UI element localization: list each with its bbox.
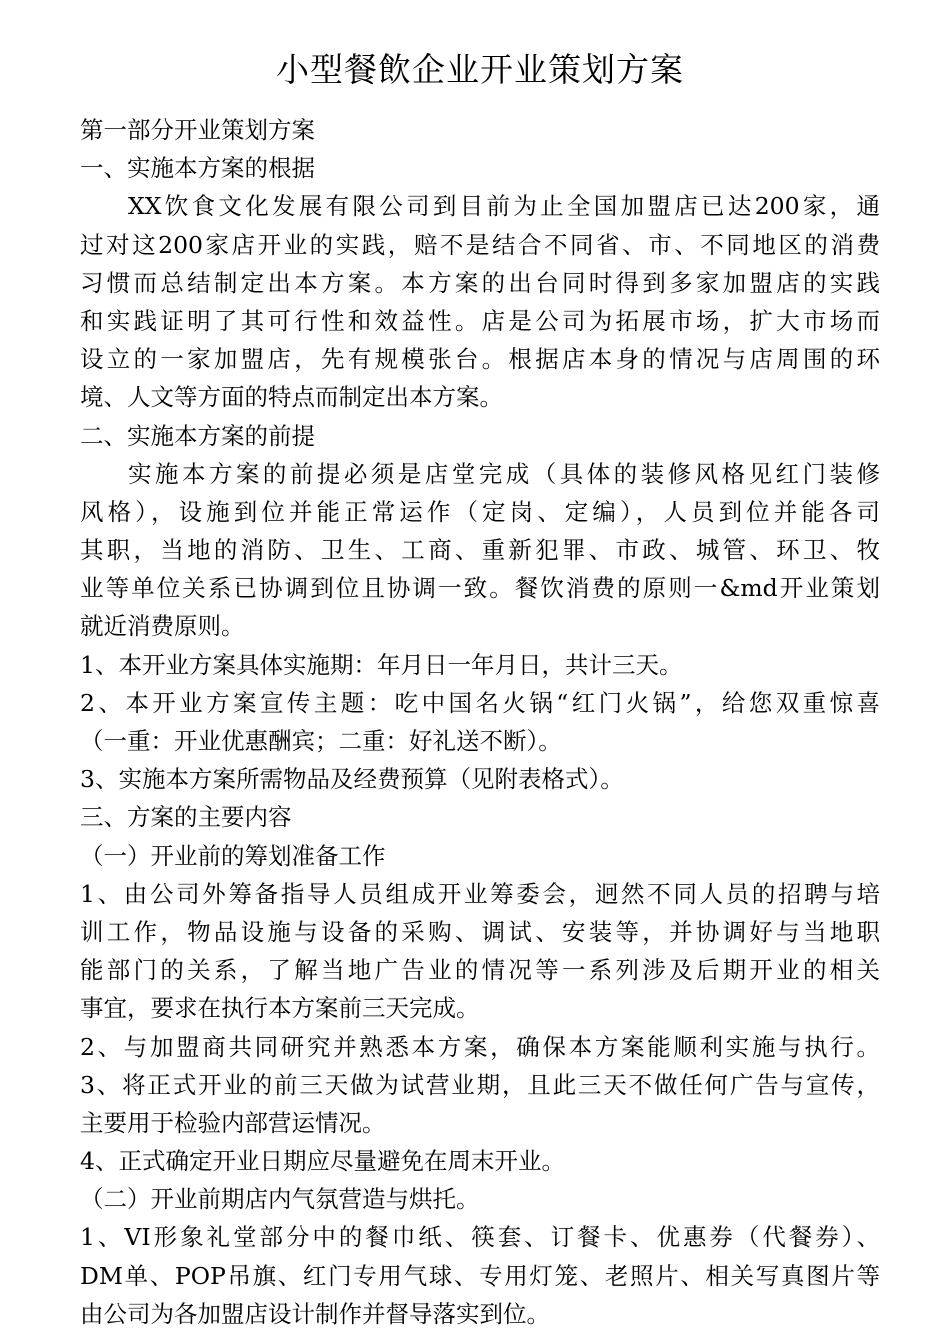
- text-line: 由公司为各加盟店设计制作并督导落实到位。: [80, 1299, 550, 1328]
- text-line: 习惯而总结制定出本方案。本方案的出台同时得到多家加盟店的实践: [80, 268, 880, 297]
- text-line: 4、正式确定开业日期应尽量避免在周末开业。: [80, 1147, 565, 1176]
- text-line: 3、将正式开业的前三天做为试营业期，且此三天不做任何广告与宣传，: [80, 1070, 880, 1099]
- text-line: 事宜，要求在执行本方案前三天完成。: [80, 994, 480, 1023]
- text-line: 2、本开业方案宣传主题：吃中国名火锅“红门火锅”，给您双重惊喜: [80, 688, 880, 717]
- text-line: 业等单位关系已协调到位且协调一致。餐饮消费的原则一&md开业策划: [80, 574, 880, 603]
- text-line: （二）开业前期店内气氛营造与烘托。: [80, 1185, 480, 1214]
- text-line: 三、方案的主要内容: [80, 803, 292, 832]
- text-line: 能部门的关系，了解当地广告业的情况等一系列涉及后期开业的相关: [80, 956, 880, 985]
- text-line: 2、与加盟商共同研究并熟悉本方案，确保本方案能顺利实施与执行。: [80, 1032, 880, 1061]
- text-line: DM单、POP吊旗、红门专用气球、专用灯笼、老照片、相关写真图片等: [80, 1261, 880, 1290]
- text-line: 和实践证明了其可行性和效益性。店是公司为拓展市场，扩大市场而: [80, 306, 880, 335]
- text-line: 实施本方案的前提必须是店堂完成（具体的装修风格见红门装修: [128, 459, 880, 488]
- text-line: 1、由公司外筹备指导人员组成开业筹委会，迥然不同人员的招聘与培: [80, 879, 880, 908]
- text-line: 过对这200家店开业的实践，赔不是结合不同省、市、不同地区的消费: [80, 230, 880, 259]
- text-line: 风格），设施到位并能正常运作（定岗、定编），人员到位并能各司: [80, 497, 880, 526]
- text-line: 第一部分开业策划方案: [80, 116, 315, 144]
- text-line: 1、本开业方案具体实施期：年月日一年月日，共计三天。: [80, 650, 683, 679]
- text-line: 设立的一家加盟店，先有规模张台。根据店本身的情况与店周围的环: [80, 345, 880, 374]
- document-body: [80, 111, 880, 1333]
- text-line: XX饮食文化发展有限公司到目前为止全国加盟店已达200家，通: [128, 192, 880, 221]
- text-line: 二、实施本方案的前提: [80, 421, 315, 450]
- text-line: 一、实施本方案的根据: [80, 154, 315, 183]
- text-line: 主要用于检验内部营运情况。: [80, 1108, 386, 1137]
- text-line: 其职，当地的消防、卫生、工商、重新犯罪、市政、城管、环卫、牧: [80, 536, 880, 565]
- text-line: 训工作，物品设施与设备的采购、调试、安装等，并协调好与当地职: [80, 917, 880, 946]
- text-line: （一重：开业优惠酬宾；二重：好礼送不断）。: [80, 727, 562, 755]
- document-title: 小型餐飲企业开业策划方案: [276, 50, 684, 89]
- text-line: 境、人文等方面的特点而制定出本方案。: [80, 383, 503, 412]
- text-line: 3、实施本方案所需物品及经费预算（见附表格式）。: [80, 765, 624, 794]
- text-line: 就近消费原则。: [80, 612, 245, 641]
- text-line: （一）开业前的筹划准备工作: [80, 841, 386, 870]
- text-line: 1、VI形象礼堂部分中的餐巾纸、筷套、订餐卡、优惠券（代餐券）、: [80, 1223, 880, 1252]
